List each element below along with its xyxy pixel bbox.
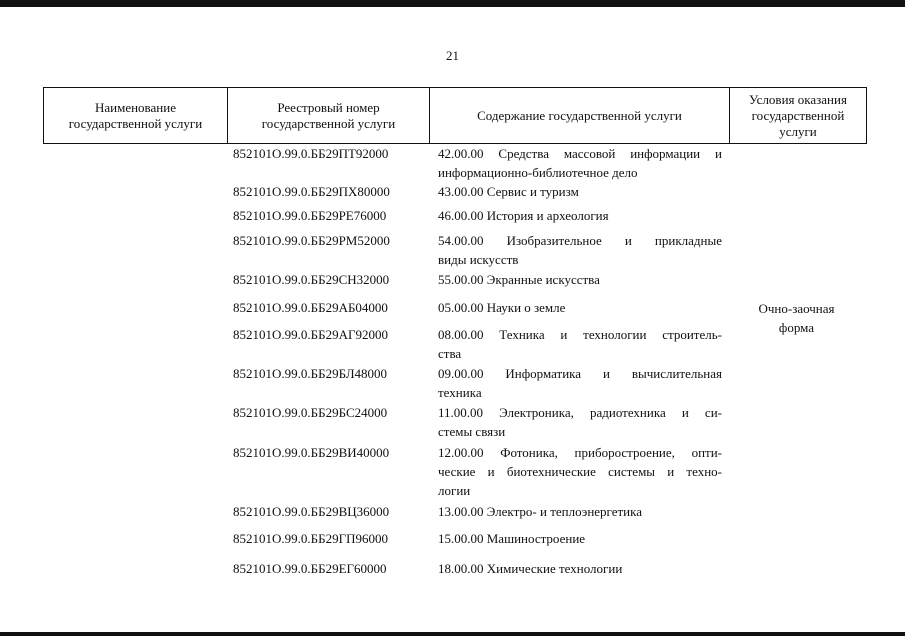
service-content — [438, 206, 722, 225]
service-content-line: 43.00.00 Сервис и туризм — [438, 184, 579, 199]
service-content — [438, 298, 722, 317]
header-service-name-line1: Наименование — [94, 99, 176, 115]
registry-number: 852101О.99.0.ББ29ГП96000 — [233, 531, 388, 546]
header-registry-number — [227, 88, 429, 143]
service-content-line: логии — [438, 483, 471, 498]
table-header — [43, 87, 867, 144]
service-content-line: 18.00.00 Химические технологии — [438, 561, 623, 576]
service-content-line: виды искусств — [438, 252, 519, 267]
registry-number: 852101О.99.0.ББ29РМ52000 — [233, 233, 390, 248]
service-content-line: стемы связи — [438, 424, 506, 439]
service-content — [438, 182, 722, 201]
service-content — [438, 502, 722, 521]
delivery-condition-line2: форма — [778, 320, 815, 335]
service-content-line: 46.00.00 История и археология — [438, 208, 609, 223]
service-content — [438, 144, 722, 182]
registry-number: 852101О.99.0.ББ29БЛ48000 — [233, 366, 388, 381]
service-content-line: 13.00.00 Электро- и теплоэнергетика — [438, 504, 643, 519]
registry-number: 852101О.99.0.ББ29АБ04000 — [233, 300, 388, 315]
service-content-line: информационно-библиотечное дело — [438, 165, 638, 180]
header-service-name — [44, 88, 227, 143]
registry-number: 852101О.99.0.ББ29ВИ40000 — [233, 445, 390, 460]
header-registry-line1: Реестровый номер — [277, 99, 380, 115]
service-content — [438, 270, 722, 289]
registry-number: 852101О.99.0.ББ29АГ92000 — [233, 327, 388, 342]
page-number: 21 — [446, 48, 459, 63]
top-rule — [0, 0, 905, 7]
header-conditions-line3: услуги — [779, 123, 817, 139]
service-content-line: 55.00.00 Экранные искусства — [438, 272, 600, 287]
header-conditions-line2: государственной — [751, 107, 845, 123]
service-content-line: 05.00.00 Науки о земле — [438, 300, 566, 315]
registry-number: 852101О.99.0.ББ29БС24000 — [233, 405, 388, 420]
header-service-content — [429, 88, 729, 143]
service-content — [438, 364, 722, 402]
header-service-name-line2: государственной услуги — [68, 115, 203, 131]
header-conditions — [729, 88, 866, 143]
header-content-text: Содержание государственной услуги — [477, 107, 682, 123]
registry-number: 852101О.99.0.ББ29РЕ76000 — [233, 208, 387, 223]
delivery-condition-line1: Очно-заочная — [758, 301, 835, 316]
bottom-rule — [0, 632, 905, 636]
service-content-line: 42.00.00 Средства массовой информации и — [438, 146, 722, 161]
delivery-condition — [728, 299, 865, 337]
header-conditions-line1: Условия оказания — [749, 91, 847, 107]
service-content-line: 08.00.00 Техника и технологии строитель- — [438, 327, 722, 342]
service-content — [438, 559, 722, 578]
service-content-line: 12.00.00 Фотоника, приборостроение, опти- — [438, 445, 722, 460]
service-content-line: ства — [438, 346, 462, 361]
service-content — [438, 231, 722, 269]
service-content-line: 15.00.00 Машиностроение — [438, 531, 586, 546]
header-registry-line2: государственной услуги — [261, 115, 396, 131]
service-content — [438, 325, 722, 363]
service-content-line: ческие и биотехнические системы и техно- — [438, 464, 722, 479]
service-content-line: 11.00.00 Электроника, радиотехника и си- — [438, 405, 722, 420]
service-content — [438, 403, 722, 441]
registry-number: 852101О.99.0.ББ29ВЦ36000 — [233, 504, 390, 519]
registry-number: 852101О.99.0.ББ29ПТ92000 — [233, 146, 389, 161]
service-content-line: техника — [438, 385, 482, 400]
registry-number: 852101О.99.0.ББ29СН32000 — [233, 272, 390, 287]
registry-number: 852101О.99.0.ББ29ЕГ60000 — [233, 561, 387, 576]
service-content-line: 09.00.00 Информатика и вычислительная — [438, 366, 722, 381]
registry-number: 852101О.99.0.ББ29ПХ80000 — [233, 184, 390, 199]
service-content — [438, 529, 722, 548]
service-content — [438, 443, 722, 500]
service-content-line: 54.00.00 Изобразительное и прикладные — [438, 233, 722, 248]
